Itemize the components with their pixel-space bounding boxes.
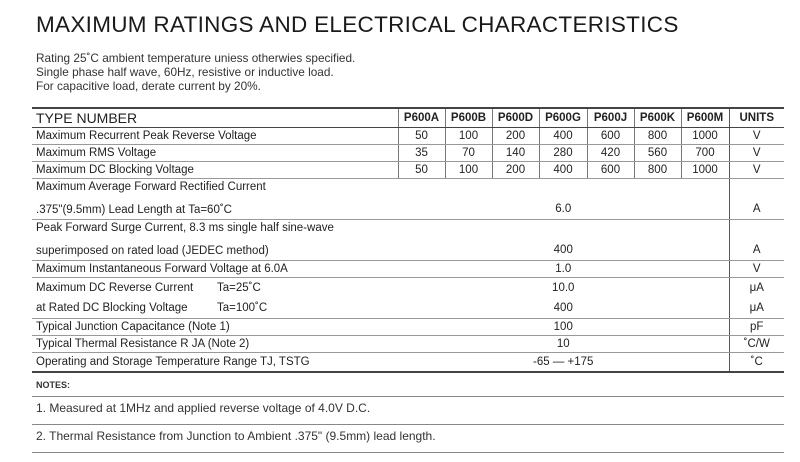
cell-value: 800 xyxy=(634,128,681,145)
row-label-line-1: Peak Forward Surge Current, 8.3 ms single half sine-wave xyxy=(36,221,334,234)
row-label: Maximum RMS Voltage xyxy=(32,145,398,162)
row-label: Typical Thermal Resistance R JA (Note 2) xyxy=(32,336,398,353)
row-label xyxy=(32,179,398,220)
type-header: P600J xyxy=(587,108,634,128)
cell-value: 700 xyxy=(681,145,729,162)
note-2: 2. Thermal Resistance from Junction to Ambient .375" (9.5mm) lead length. xyxy=(36,429,436,443)
row-label-line-2: .375"(9.5mm) Lead Length at Ta=60˚C xyxy=(36,203,232,216)
row-label xyxy=(32,278,398,319)
table-row xyxy=(32,353,784,373)
cell-unit: A xyxy=(729,179,784,220)
cell-value: 400 xyxy=(539,162,587,179)
type-header: P600M xyxy=(681,108,729,128)
cell-value: 50 xyxy=(398,162,445,179)
cell-value: 1.0 xyxy=(398,261,729,278)
cell-value: 140 xyxy=(492,145,539,162)
page-title: MAXIMUM RATINGS AND ELECTRICAL CHARACTERISTICS xyxy=(36,12,679,37)
row-label-line-2: superimposed on rated load (JEDEC method) xyxy=(36,244,269,257)
cell-value: 200 xyxy=(492,128,539,145)
type-header: P600K xyxy=(634,108,681,128)
cell-value: 100 xyxy=(398,319,729,336)
table-row xyxy=(32,336,784,353)
cell-value: 280 xyxy=(539,145,587,162)
table-row xyxy=(32,128,784,145)
row-label: Maximum Recurrent Peak Reverse Voltage xyxy=(32,128,398,145)
row-label-line-1: Maximum DC Reverse Current xyxy=(36,281,194,294)
cell-value: 6.0 xyxy=(398,179,729,220)
cell-unit: ˚C/W xyxy=(729,336,784,353)
condition-label: Ta=25˚C xyxy=(217,281,261,294)
notes-divider xyxy=(32,424,784,425)
row-label: Maximum DC Blocking Voltage xyxy=(32,162,398,179)
cell-value: 1000 xyxy=(681,162,729,179)
type-number-header: TYPE NUMBER xyxy=(32,108,398,128)
cell-value: 200 xyxy=(492,162,539,179)
type-header: P600B xyxy=(445,108,492,128)
row-label-line-2: at Rated DC Blocking Voltage xyxy=(36,302,188,314)
notes-heading: NOTES: xyxy=(36,380,71,390)
cell-value: 100 xyxy=(445,128,492,145)
cell-value: 10 xyxy=(398,336,729,353)
cell-value: 400 xyxy=(398,220,729,261)
cell-value: 1000 xyxy=(681,128,729,145)
cell-unit: ˚C xyxy=(729,353,784,373)
notes-divider xyxy=(32,452,784,453)
cell-unit: V xyxy=(729,261,784,278)
cell-value: 50 xyxy=(398,128,445,145)
cell-value: 560 xyxy=(634,145,681,162)
cell-value: 70 xyxy=(445,145,492,162)
intro-line-2: Single phase half wave, 60Hz, resistive or inductive load. xyxy=(36,65,334,79)
table-row xyxy=(32,278,784,319)
table-row xyxy=(32,162,784,179)
intro-line-1: Rating 25˚C ambient temperature uniess otherwies specified. xyxy=(36,51,356,65)
cell-unit xyxy=(729,278,784,319)
cell-value: 600 xyxy=(587,162,634,179)
cell-unit: V xyxy=(729,162,784,179)
cell-unit: pF xyxy=(729,319,784,336)
cell-value xyxy=(398,278,729,319)
row-label: Maximum Instantaneous Forward Voltage at 6.0A xyxy=(32,261,398,278)
value-line-1: 10.0 xyxy=(552,281,575,294)
table-row xyxy=(32,319,784,336)
table-header-row xyxy=(32,108,784,128)
ratings-table xyxy=(32,107,784,373)
table-row xyxy=(32,261,784,278)
cell-value: 800 xyxy=(634,162,681,179)
cell-value: 35 xyxy=(398,145,445,162)
type-header: P600D xyxy=(492,108,539,128)
row-label-line-1: Maximum Average Forward Rectified Current xyxy=(36,180,266,193)
type-header: P600A xyxy=(398,108,445,128)
row-label xyxy=(32,220,398,261)
cell-unit: A xyxy=(729,220,784,261)
unit-line-1: μA xyxy=(749,281,764,294)
cell-value: 100 xyxy=(445,162,492,179)
cell-value: 400 xyxy=(539,128,587,145)
unit-line-2: μA xyxy=(749,302,764,314)
cell-unit: V xyxy=(729,145,784,162)
table-row xyxy=(32,179,784,220)
cell-value: -65 — +175 xyxy=(398,353,729,373)
type-header: P600G xyxy=(539,108,587,128)
notes-divider xyxy=(32,396,784,397)
cell-value: 420 xyxy=(587,145,634,162)
table-row xyxy=(32,145,784,162)
value-line-2: 400 xyxy=(553,302,573,314)
intro-line-3: For capacitive load, derate current by 20%. xyxy=(36,79,261,93)
cell-unit: V xyxy=(729,128,784,145)
cell-value: 600 xyxy=(587,128,634,145)
condition-label: Ta=100˚C xyxy=(217,302,268,314)
row-label: Operating and Storage Temperature Range TJ, TSTG xyxy=(32,353,398,373)
units-header: UNITS xyxy=(729,108,784,128)
table-row xyxy=(32,220,784,261)
row-label: Typical Junction Capacitance (Note 1) xyxy=(32,319,398,336)
note-1: 1. Measured at 1MHz and applied reverse voltage of 4.0V D.C. xyxy=(36,401,371,415)
